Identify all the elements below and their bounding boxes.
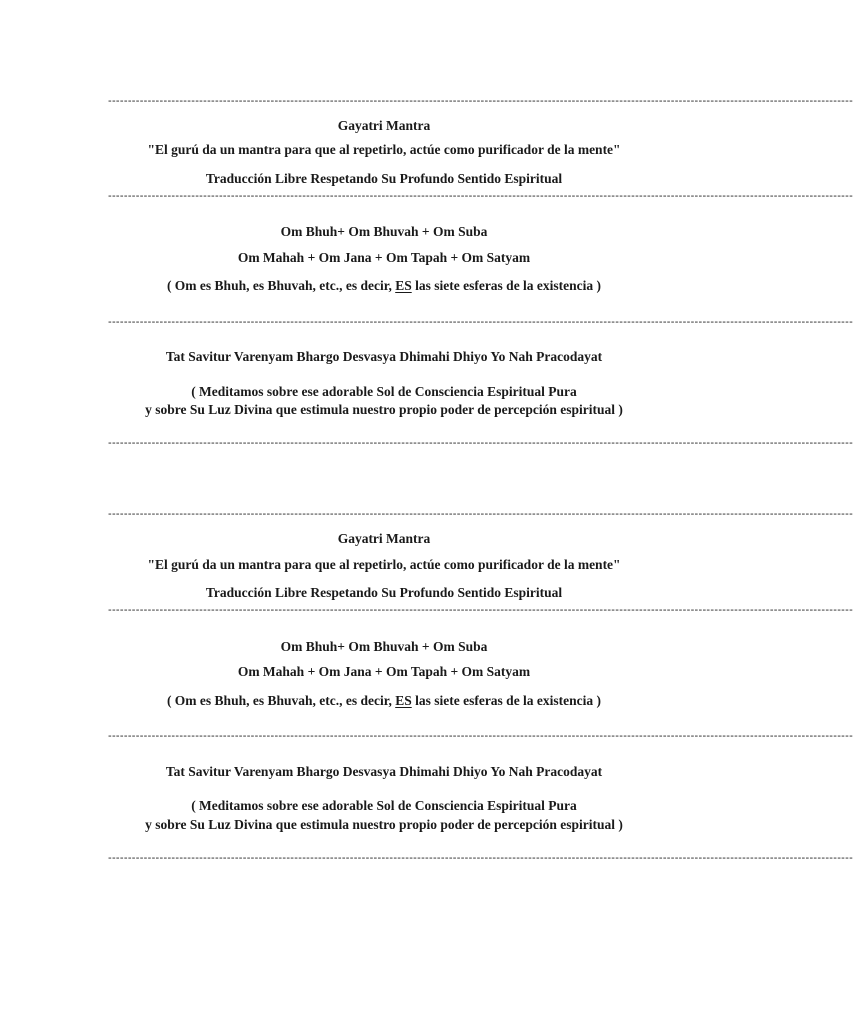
dashed-separator: -------------------------------------------------------------------------------------------------------------------------------------------------------------------------------------------- xyxy=(108,437,853,449)
explanation-text-before: ( Om es Bhuh, es Bhuvah, etc., es decir, xyxy=(166,278,392,293)
explanation-emphasis: ES xyxy=(395,278,412,293)
mantra-text: Tat Savitur Varenyam Bhargo Desvasya Dhimahi Dhiyo Yo Nah Pracodayat xyxy=(165,764,603,779)
invocation-line-2: Om Mahah + Om Jana + Om Tapah + Om Satyam xyxy=(237,664,531,679)
explanation-emphasis: ES xyxy=(395,693,412,708)
mantra-text: Tat Savitur Varenyam Bhargo Desvasya Dhimahi Dhiyo Yo Nah Pracodayat xyxy=(165,349,603,364)
meaning-line-1: ( Meditamos sobre ese adorable Sol de Consciencia Espiritual Pura xyxy=(191,798,577,813)
dashed-separator: -------------------------------------------------------------------------------------------------------------------------------------------------------------------------------------------- xyxy=(108,852,853,864)
card-subtitle: Traducción Libre Respetando Su Profundo Sentido Espiritual xyxy=(205,585,563,600)
meaning-line-1: ( Meditamos sobre ese adorable Sol de Consciencia Espiritual Pura xyxy=(191,384,577,399)
explanation-text-after: las siete esferas de la existencia ) xyxy=(415,278,602,293)
card-title: Gayatri Mantra xyxy=(337,531,431,546)
card-quote: "El gurú da un mantra para que al repetirlo, actúe como purificador de la mente" xyxy=(147,142,621,157)
meaning-line-2: y sobre Su Luz Divina que estimula nuestro propio poder de percepción espiritual ) xyxy=(145,817,623,832)
card-subtitle: Traducción Libre Respetando Su Profundo Sentido Espiritual xyxy=(205,171,563,186)
explanation-text-before: ( Om es Bhuh, es Bhuvah, etc., es decir, xyxy=(166,693,392,708)
explanation-text-after: las siete esferas de la existencia ) xyxy=(415,693,602,708)
dashed-separator: -------------------------------------------------------------------------------------------------------------------------------------------------------------------------------------------- xyxy=(108,508,853,520)
invocation-line-1: Om Bhuh+ Om Bhuvah + Om Suba xyxy=(280,639,488,654)
dashed-separator: -------------------------------------------------------------------------------------------------------------------------------------------------------------------------------------------- xyxy=(108,316,853,328)
dashed-separator: -------------------------------------------------------------------------------------------------------------------------------------------------------------------------------------------- xyxy=(108,604,853,616)
meaning-line-2: y sobre Su Luz Divina que estimula nuestro propio poder de percepción espiritual ) xyxy=(145,402,623,417)
invocation-explanation xyxy=(0,277,768,295)
card-title: Gayatri Mantra xyxy=(337,118,431,133)
invocation-line-1: Om Bhuh+ Om Bhuvah + Om Suba xyxy=(280,224,488,239)
dashed-separator: -------------------------------------------------------------------------------------------------------------------------------------------------------------------------------------------- xyxy=(108,730,853,742)
dashed-separator: -------------------------------------------------------------------------------------------------------------------------------------------------------------------------------------------- xyxy=(108,190,853,202)
invocation-line-2: Om Mahah + Om Jana + Om Tapah + Om Satyam xyxy=(237,250,531,265)
card-quote: "El gurú da un mantra para que al repetirlo, actúe como purificador de la mente" xyxy=(147,557,621,572)
dashed-separator: -------------------------------------------------------------------------------------------------------------------------------------------------------------------------------------------- xyxy=(108,95,853,107)
invocation-explanation xyxy=(0,692,768,710)
